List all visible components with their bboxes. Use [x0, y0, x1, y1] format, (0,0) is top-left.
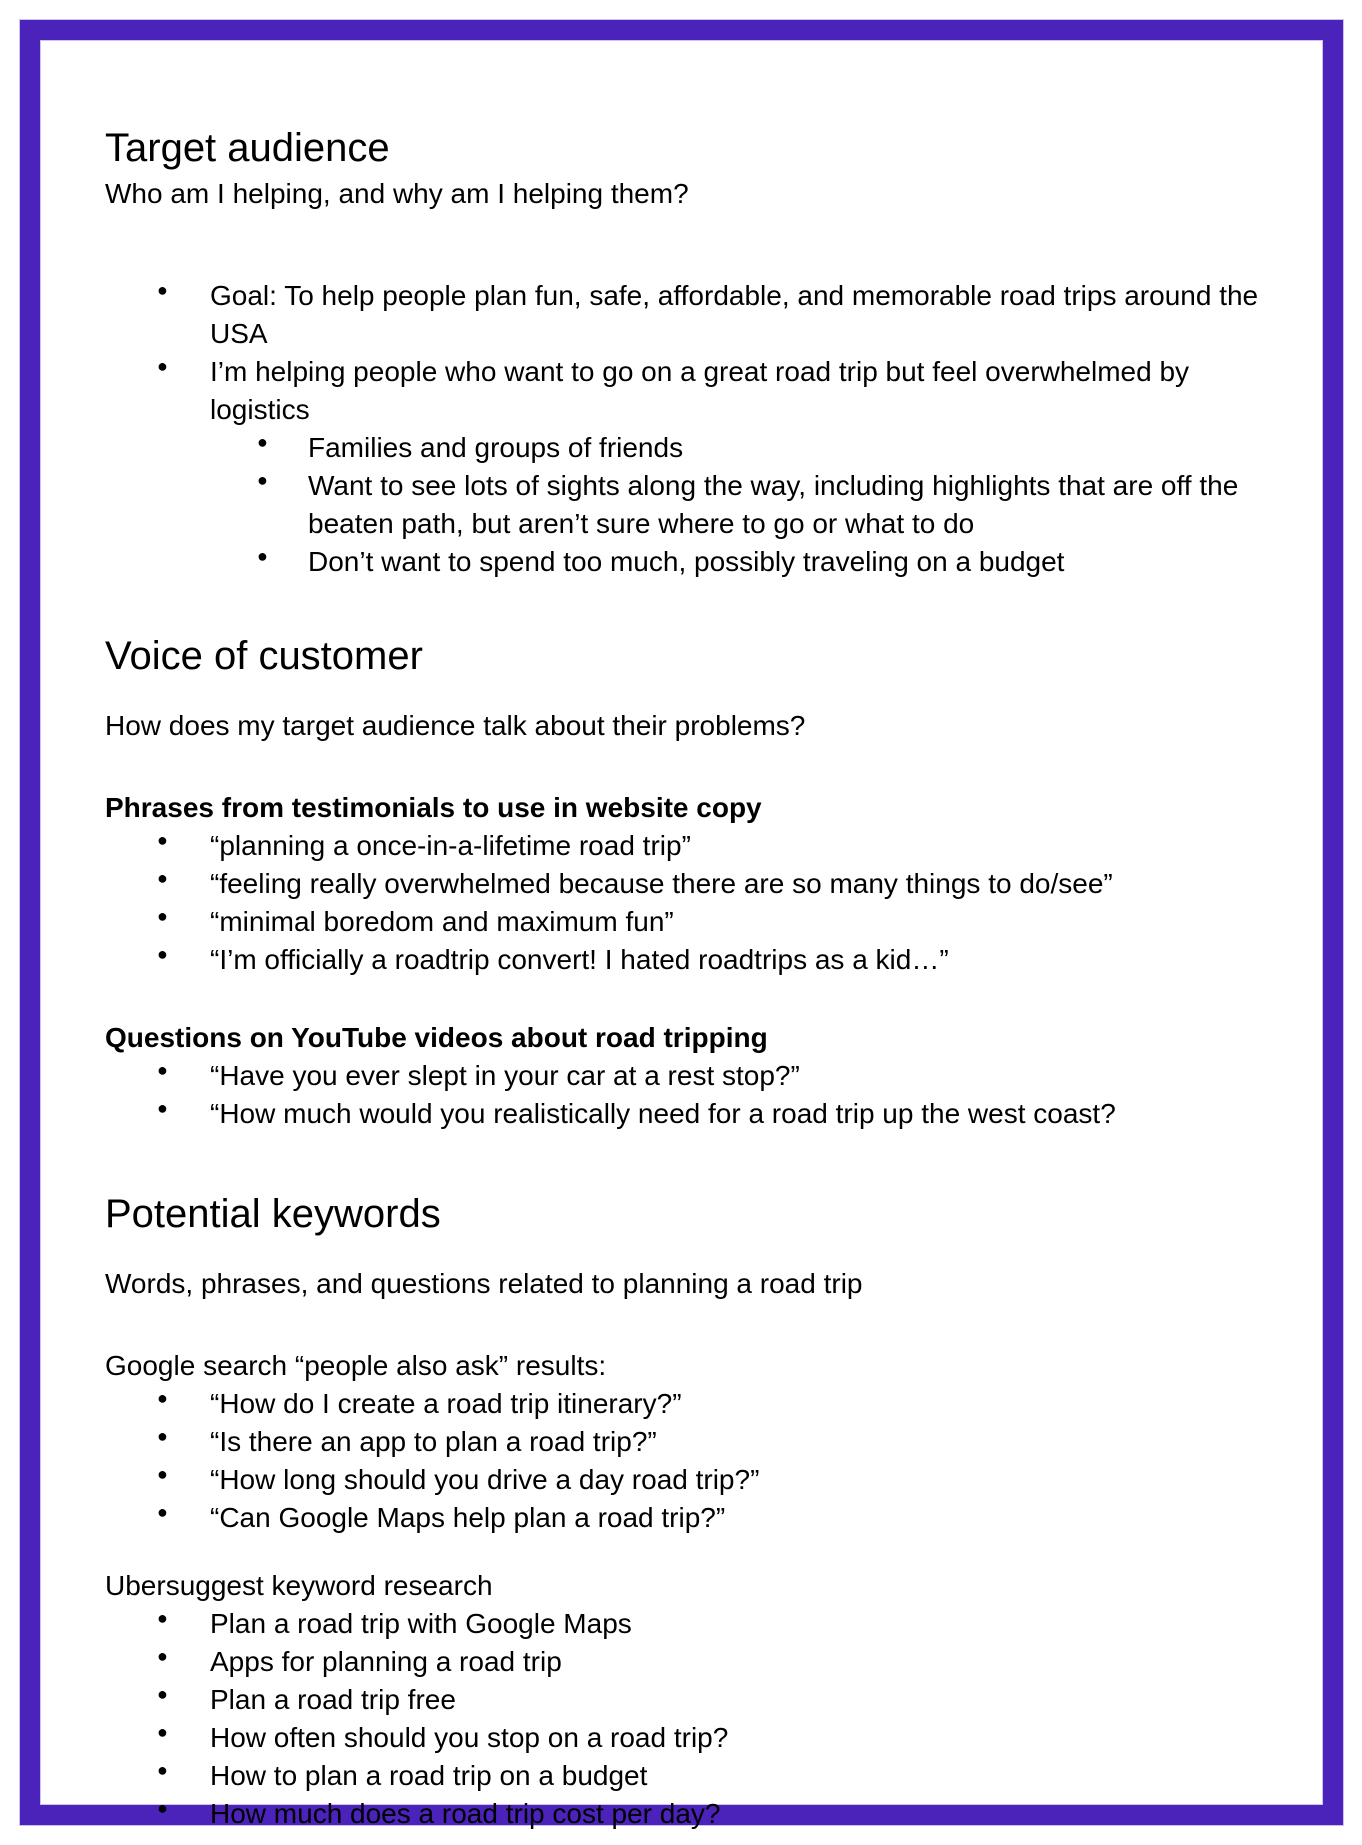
list-item: ● How to plan a road trip on a budget — [105, 1757, 1271, 1795]
target-audience-sublist — [105, 429, 1271, 581]
potential-keywords-intro: Words, phrases, and questions related to planning a road trip — [105, 1268, 863, 1299]
google-results-label: Google search “people also ask” results: — [105, 1350, 607, 1381]
list-item-text: I’m helping people who want to go on a great road trip but feel overwhelmed by logistics — [210, 356, 1190, 425]
list-item: ● Goal: To help people plan fun, safe, affordable, and memorable road trips around the USA — [105, 277, 1271, 353]
ubersuggest-list — [105, 1605, 1271, 1833]
page-frame — [20, 20, 1343, 1829]
list-item: ● “planning a once-in-a-lifetime road trip” — [105, 827, 1271, 865]
list-item: ● “minimal boredom and maximum fun” — [105, 903, 1271, 941]
list-item: ● Don’t want to spend too much, possibly traveling on a budget — [105, 543, 1271, 581]
list-item: ● Plan a road trip with Google Maps — [105, 1605, 1271, 1643]
list-item: ● “How do I create a road trip itinerary?” — [105, 1385, 1271, 1423]
list-item: ● “Is there an app to plan a road trip?” — [105, 1423, 1271, 1461]
target-audience-intro: Who am I helping, and why am I helping them? — [105, 178, 689, 209]
list-item: ● Plan a road trip free — [105, 1681, 1271, 1719]
section-heading-target-audience: Target audience — [105, 126, 390, 170]
list-item: ● “I’m officially a roadtrip convert! I hated roadtrips as a kid…” — [105, 941, 1271, 979]
section-heading-potential-keywords: Potential keywords — [105, 1192, 441, 1236]
list-item: ● “Have you ever slept in your car at a rest stop?” — [105, 1057, 1271, 1095]
page-content — [80, 80, 1283, 1829]
list-item: ● “feeling really overwhelmed because there are so many things to do/see” — [105, 865, 1271, 903]
section-heading-voice-of-customer: Voice of customer — [105, 634, 423, 678]
list-item — [105, 353, 1271, 581]
google-results-list — [105, 1385, 1271, 1537]
list-item: ● “Can Google Maps help plan a road trip?” — [105, 1499, 1271, 1537]
list-item: ● “How long should you drive a day road trip?” — [105, 1461, 1271, 1499]
list-item: ● Apps for planning a road trip — [105, 1643, 1271, 1681]
testimonials-subheading: Phrases from testimonials to use in website copy — [105, 792, 762, 823]
youtube-questions-subheading: Questions on YouTube videos about road tripping — [105, 1022, 768, 1053]
list-item: ● How much does a road trip cost per day? — [105, 1795, 1271, 1833]
youtube-questions-list — [105, 1057, 1271, 1133]
list-item: ● Families and groups of friends — [105, 429, 1271, 467]
list-item: ● “How much would you realistically need for a road trip up the west coast? — [105, 1095, 1271, 1133]
voice-of-customer-intro: How does my target audience talk about their problems? — [105, 710, 806, 741]
list-item: ● How often should you stop on a road trip? — [105, 1719, 1271, 1757]
testimonials-list — [105, 827, 1271, 979]
ubersuggest-label: Ubersuggest keyword research — [105, 1570, 493, 1601]
list-item: ● Want to see lots of sights along the way, including highlights that are off the beaten path, but aren’t sure where to go or what to do — [105, 467, 1271, 543]
target-audience-list — [105, 277, 1271, 581]
